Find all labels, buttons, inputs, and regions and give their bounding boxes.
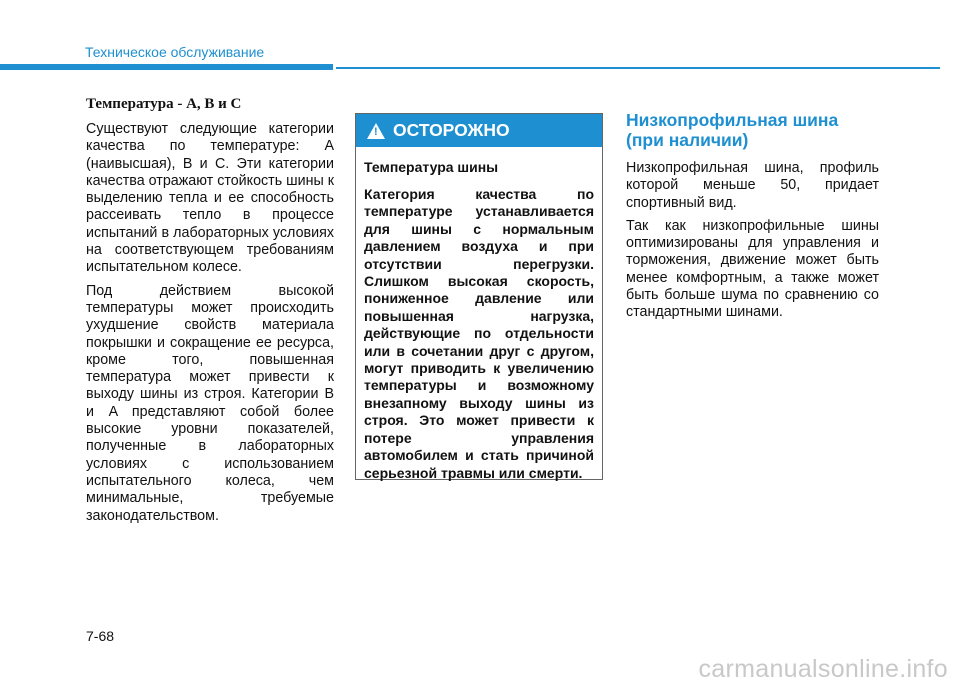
warning-header — [356, 114, 602, 147]
left-column — [86, 96, 334, 531]
right-paragraph: Так как низкопрофильные шины оптимизированы для управления и торможения, движение может быть менее комфортным, а также может быть больше шума по сравнению со стандартными шинами. — [626, 217, 879, 321]
left-paragraph: Под действием высокой температуры может происходить ухудшение свойств материала покрышки и сокращение ее ресурса, кроме того, повышенная температура может привести к выходу шины из строя. Категории B и A представляют собой более высокие уровни показателей, полученные в лабораторных условиях с использованием испытательного колеса, чем минимальные, требуемые законодательством. — [86, 282, 334, 524]
warning-title: ОСТОРОЖНО — [393, 120, 510, 140]
low-profile-heading: Низкопрофильная шина (при наличии) — [626, 110, 839, 150]
section-title: Техническое обслуживание — [85, 44, 265, 60]
temperature-heading: Температура - A, B и C — [86, 96, 242, 112]
page-number: 7-68 — [86, 628, 115, 644]
right-column — [626, 110, 879, 328]
warning-body — [356, 147, 602, 482]
warning-triangle-icon: ! — [367, 123, 385, 139]
header-rule-thick — [0, 64, 333, 70]
warning-text: Категория качества по температуре устанавливается для шины с нормальным давлением воздуха и при отсутствии перегрузки. Слишком высокая скорость, пониженное давление или повышенная нагрузка, действующие по отдельности или в сочетании друг с другом, могут приводить к увеличению температуры и возможному внезапному выходу шины из строя. Это может привести к потере управления автомобилем и стать причиной серьезной травмы или смерти. — [364, 186, 594, 481]
left-paragraph: Существуют следующие категории качества по температуре: A (наивысшая), B и C. Эти категории качества отражают стойкость шины к выделению тепла и ее способность рассеивать тепло в процессе испытаний в лабораторных условиях на соответствующем требованиям испытательном колесе. — [86, 121, 335, 276]
header-rule-thin — [336, 67, 940, 69]
watermark: carmanualsonline.info — [698, 655, 948, 683]
warning-subtitle: Температура шины — [364, 159, 499, 175]
right-paragraph: Низкопрофильная шина, профиль которой меньше 50, придает спортивный вид. — [626, 160, 879, 211]
warning-box — [355, 113, 603, 480]
